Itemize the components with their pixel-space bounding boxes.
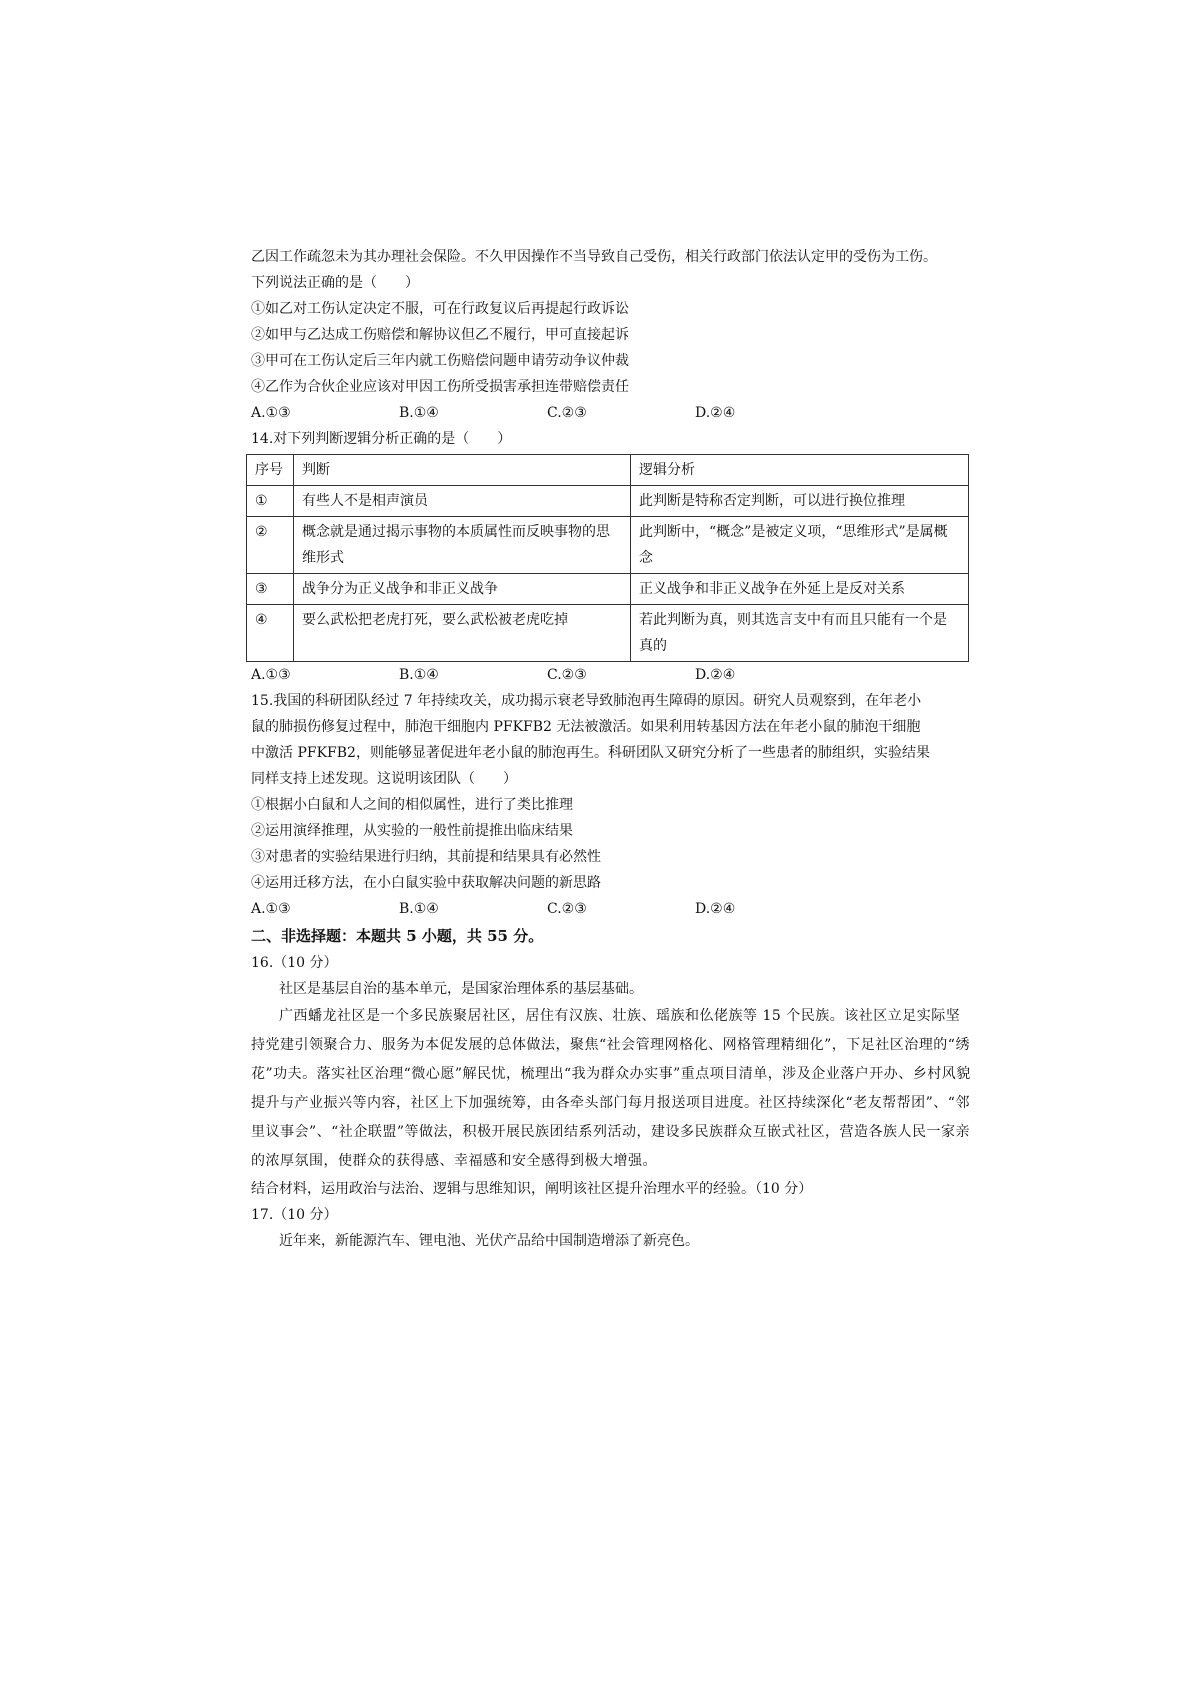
table-row <box>247 574 969 605</box>
table-row <box>247 486 969 517</box>
q15-line: ①根据小白鼠和人之间的相似属性，进行了类比推理 <box>251 797 573 813</box>
analysis-cell: 此判断中，“概念”是被定义项，“思维形式”是属概念 <box>631 517 969 574</box>
q14-stem: 14.对下列判断逻辑分析正确的是（ ） <box>251 431 512 447</box>
q13-line: ②如甲与乙达成工伤赔偿和解协议但乙不履行，甲可直接起诉 <box>251 327 629 343</box>
question-17 <box>251 1202 971 1254</box>
analysis-cell: 正义战争和非正义战争在外延上是反对关系 <box>631 574 969 605</box>
option-c: C.②③ <box>547 667 587 683</box>
q13-line: ③甲可在工伤认定后三年内就工伤赔偿问题申请劳动争议仲裁 <box>251 353 629 369</box>
row-number: ③ <box>247 574 294 605</box>
section-heading: 二、非选择题：本题共 5 小题，共 55 分。 <box>251 927 544 945</box>
option-c: C.②③ <box>547 405 587 421</box>
option-a: A.①③ <box>251 405 291 421</box>
table-row <box>247 605 969 662</box>
header-cell: 序号 <box>247 455 294 486</box>
row-number: ② <box>247 517 294 574</box>
q15-options <box>251 896 971 922</box>
judgment-cell: 战争分为正义战争和非正义战争 <box>294 574 631 605</box>
judgment-cell: 概念就是通过揭示事物的本质属性而反映事物的思维形式 <box>294 517 631 574</box>
question-14 <box>251 426 971 688</box>
option-b: B.①④ <box>399 405 439 421</box>
row-number: ① <box>247 486 294 517</box>
q13-line: 乙因工作疏忽未为其办理社会保险。不久甲因操作不当导致自己受伤，相关行政部门依法认定甲的受伤为工伤。 <box>251 249 937 265</box>
q15-line: ④运用迁移方法，在小白鼠实验中获取解决问题的新思路 <box>251 875 601 891</box>
q15-line: ③对患者的实验结果进行归纳，其前提和结果具有必然性 <box>251 849 601 865</box>
q13-options <box>251 400 971 426</box>
row-number: ④ <box>247 605 294 662</box>
exam-page <box>251 244 971 1254</box>
table-row <box>247 517 969 574</box>
question-13 <box>251 244 971 426</box>
q15-line: 同样支持上述发现。这说明该团队（ ） <box>251 771 517 787</box>
q16-question: 结合材料，运用政治与法治、逻辑与思维知识，阐明该社区提升治理水平的经验。（10 分） <box>251 1181 813 1197</box>
judgment-cell: 有些人不是相声演员 <box>294 486 631 517</box>
judgment-cell: 要么武松把老虎打死，要么武松被老虎吃掉 <box>294 605 631 662</box>
q14-options <box>251 662 971 688</box>
q17-label: 17.（10 分） <box>251 1207 338 1223</box>
option-b: B.①④ <box>399 667 439 683</box>
q13-line: 下列说法正确的是（ ） <box>251 275 419 291</box>
q15-line: ②运用演绎推理，从实验的一般性前提推出临床结果 <box>251 823 573 839</box>
option-a: A.①③ <box>251 667 291 683</box>
option-c: C.②③ <box>547 901 587 917</box>
q16-paragraph: 社区是基层自治的基本单元，是国家治理体系的基层基础。 <box>279 981 643 997</box>
q15-line: 中激活 PFKFB2，则能够显著促进年老小鼠的肺泡再生。科研团队又研究分析了一些患者的肺组织，实验结果 <box>251 745 930 761</box>
option-b: B.①④ <box>399 901 439 917</box>
q17-paragraph: 近年来，新能源汽车、锂电池、光伏产品给中国制造增添了新亮色。 <box>279 1233 699 1249</box>
q13-line: ①如乙对工伤认定决定不服，可在行政复议后再提起行政诉讼 <box>251 301 629 317</box>
analysis-cell: 此判断是特称否定判断，可以进行换位推理 <box>631 486 969 517</box>
q16-label: 16.（10 分） <box>251 955 338 971</box>
q15-line: 15.我国的科研团队经过 7 年持续攻关，成功揭示衰老导致肺泡再生障碍的原因。研究人员观察到，在年老小 <box>251 693 922 709</box>
header-cell: 逻辑分析 <box>631 455 969 486</box>
q16-paragraph: 广西蟠龙社区是一个多民族聚居社区，居住有汉族、壮族、瑶族和仫佬族等 15 个民族。该社区立足实际坚持党建引领聚合力、服务为本促发展的总体做法，聚焦“社会管理网格化、网格管理精细化”，下足社区治理的“绣花”功夫。落实社区治理“微心愿”解民忧，梳理出“我为群众办实事”重点项目清单，涉及企业落户开办、乡村风貌提升与产业振兴等内容，社区上下加强统筹，由各牵头部门每月报送项目进度。社区持续深化“老友帮帮团”、“邻里议事会”、“社企联盟”等做法，积极开展民族团结系列活动，建设多民族群众互嵌式社区，营造各族人民一家亲的浓厚氛围，使群众的获得感、幸福感和安全感得到极大增强。 <box>251 1008 971 1169</box>
option-d: D.②④ <box>695 901 736 917</box>
header-cell: 判断 <box>294 455 631 486</box>
table-header-row <box>247 455 969 486</box>
q13-line: ④乙作为合伙企业应该对甲因工伤所受损害承担连带赔偿责任 <box>251 379 629 395</box>
question-16 <box>251 950 971 1202</box>
option-d: D.②④ <box>695 667 736 683</box>
question-15 <box>251 688 971 922</box>
option-d: D.②④ <box>695 405 736 421</box>
option-a: A.①③ <box>251 901 291 917</box>
q15-line: 鼠的肺损伤修复过程中，肺泡干细胞内 PFKFB2 无法被激活。如果利用转基因方法在年老小鼠的肺泡干细胞 <box>251 719 921 735</box>
logic-table <box>246 454 969 662</box>
analysis-cell: 若此判断为真，则其选言支中有而且只能有一个是真的 <box>631 605 969 662</box>
